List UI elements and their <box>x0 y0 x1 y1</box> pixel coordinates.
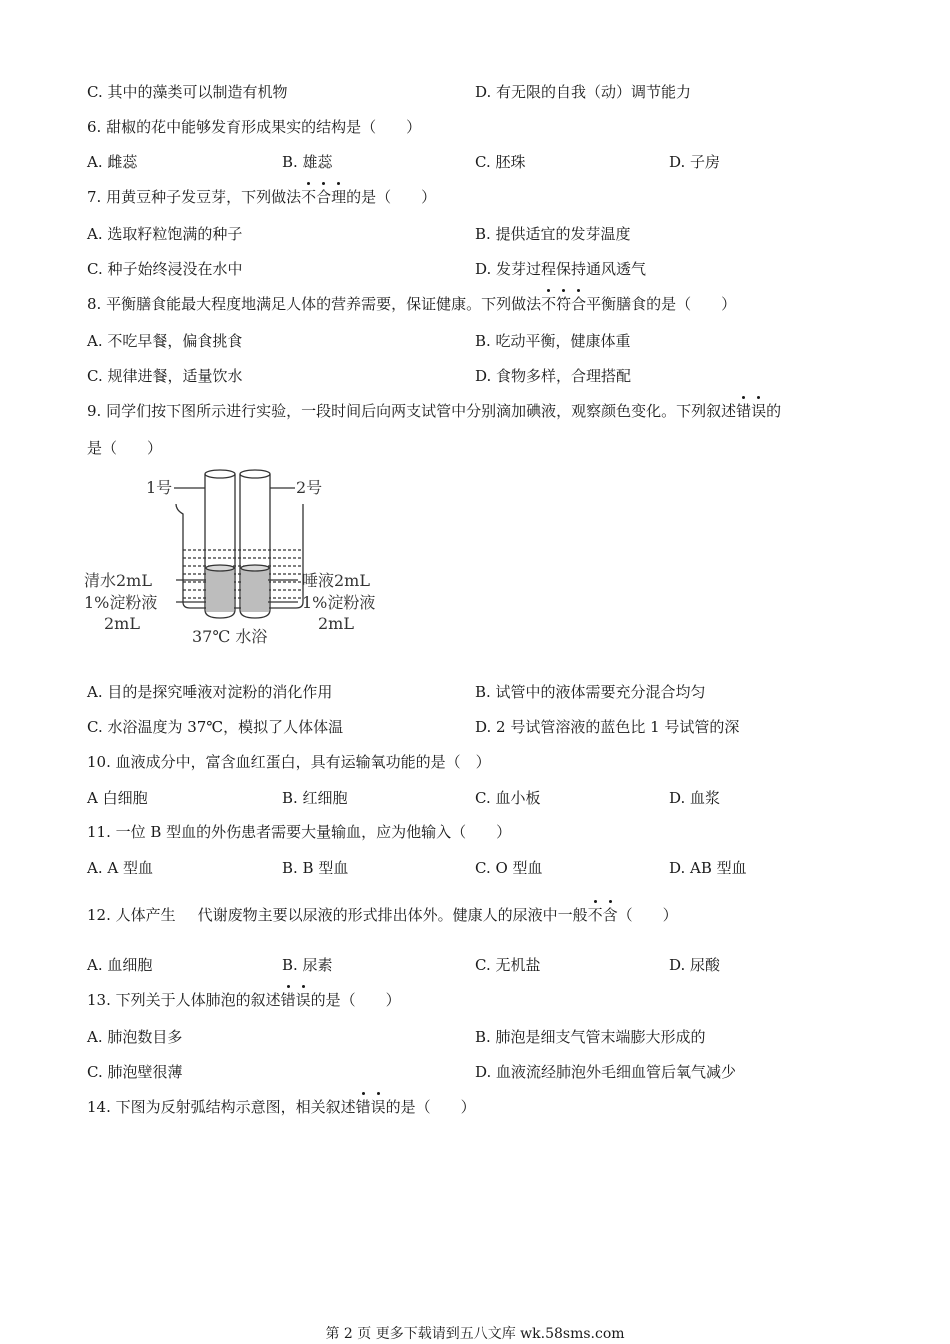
q6-option-b: B. 雄蕊 <box>282 153 333 171</box>
q6-stem: 6. 甜椒的花中能够发育形成果实的结构是（ ） <box>87 118 422 136</box>
right-label-line3: 2mL <box>318 614 354 633</box>
tube-1-label: 1号 <box>146 478 173 497</box>
emphasis-char: 含 <box>602 906 618 924</box>
right-label-line2: 1%淀粉液 <box>302 593 376 612</box>
q14-stem-post: 的是（ ） <box>385 1098 476 1116</box>
q7-stem-post: 的是（ ） <box>346 188 437 206</box>
experiment-figure <box>84 466 404 656</box>
q7-option-b: B. 提供适宜的发芽温度 <box>475 225 631 243</box>
q14-stem-pre: 14. 下图为反射弧结构示意图，相关叙述 <box>87 1098 356 1116</box>
q14-stem <box>87 1097 476 1117</box>
tube-2-label: 2号 <box>296 478 323 497</box>
q11-option-d: D. AB 型血 <box>669 859 747 877</box>
q13-stem <box>87 990 401 1010</box>
q9-option-b: B. 试管中的液体需要充分混合均匀 <box>475 683 706 701</box>
q7-option-d: D. 发芽过程保持通风透气 <box>475 260 647 278</box>
q7-stem <box>87 187 436 207</box>
q11-stem: 11. 一位 B 型血的外伤患者需要大量输血，应为他输入（ ） <box>87 823 512 841</box>
q6-option-a: A. 雌蕊 <box>87 153 138 171</box>
q8-stem-pre: 8. 平衡膳食能最大程度地满足人体的营养需要，保证健康。下列做法 <box>87 295 542 313</box>
q11-option-b: B. B 型血 <box>282 859 349 877</box>
q8-option-d: D. 食物多样，合理搭配 <box>475 367 632 385</box>
q9-stem-line2: 是（ ） <box>87 439 163 457</box>
q9-option-d: D. 2 号试管溶液的蓝色比 1 号试管的深 <box>475 718 740 736</box>
emphasis-char: 不 <box>587 906 603 924</box>
q12-stem <box>87 905 678 925</box>
q10-option-c: C. 血小板 <box>475 789 541 807</box>
test-tube-1 <box>205 470 235 618</box>
q10-option-a: A 白细胞 <box>87 789 148 807</box>
emphasis-char: 误 <box>751 402 767 420</box>
q7-option-c: C. 种子始终浸没在水中 <box>87 260 243 278</box>
emphasis-char: 不 <box>301 188 317 206</box>
q9-stem-post: 的 <box>766 402 782 420</box>
q12-stem-mid: 代谢废物主要以尿液的形式排出体外。健康人的尿液中一般 <box>197 906 588 924</box>
left-label-line2: 1%淀粉液 <box>84 593 158 612</box>
q12-option-c: C. 无机盐 <box>475 956 541 974</box>
emphasis-char: 误 <box>295 991 311 1009</box>
q6-option-d: D. 子房 <box>669 153 721 171</box>
q6-option-c: C. 胚珠 <box>475 153 526 171</box>
emphasis-char: 符 <box>556 295 572 313</box>
q12-stem-post: （ ） <box>617 906 678 924</box>
emphasis-char: 错 <box>280 991 296 1009</box>
q7-option-a: A. 选取籽粒饱满的种子 <box>87 225 243 243</box>
q5-option-c: C. 其中的藻类可以制造有机物 <box>87 83 288 101</box>
q11-option-a: A. A 型血 <box>87 859 153 877</box>
q9-emphasis <box>736 402 766 420</box>
emphasis-char: 错 <box>736 402 752 420</box>
emphasis-char: 误 <box>370 1098 386 1116</box>
q13-emphasis <box>281 991 311 1009</box>
q10-stem: 10. 血液成分中，富含血红蛋白，具有运输氧功能的是（ ） <box>87 753 491 771</box>
right-label-line1: 唾液2mL <box>302 571 370 590</box>
q8-emphasis <box>541 295 586 313</box>
left-label-line3: 2mL <box>104 614 140 633</box>
emphasis-char: 合 <box>316 188 332 206</box>
q11-option-c: C. O 型血 <box>475 859 543 877</box>
emphasis-char: 错 <box>355 1098 371 1116</box>
q5-option-d: D. 有无限的自我（动）调节能力 <box>475 83 692 101</box>
q13-option-d: D. 血液流经肺泡外毛细血管后氧气减少 <box>475 1063 737 1081</box>
q9-stem-pre: 9. 同学们按下图所示进行实验，一段时间后向两支试管中分别滴加碘液，观察颜色变化。下列叙述 <box>87 402 737 420</box>
q8-stem-post: 平衡膳食的是（ ） <box>586 295 737 313</box>
q13-option-a: A. 肺泡数目多 <box>87 1028 183 1046</box>
q8-option-c: C. 规律进餐，适量饮水 <box>87 367 243 385</box>
q9-stem <box>87 401 781 421</box>
q8-option-b: B. 吃动平衡，健康体重 <box>475 332 631 350</box>
q14-emphasis <box>356 1098 386 1116</box>
q12-stem-pre: 12. 人体产生 <box>87 906 176 924</box>
q13-option-c: C. 肺泡壁很薄 <box>87 1063 183 1081</box>
q9-option-c: C. 水浴温度为 37℃，模拟了人体体温 <box>87 718 344 736</box>
q7-emphasis <box>301 188 346 206</box>
q13-stem-pre: 13. 下列关于人体肺泡的叙述 <box>87 991 281 1009</box>
q8-stem <box>87 294 736 314</box>
q8-option-a: A. 不吃早餐，偏食挑食 <box>87 332 243 350</box>
q9-option-a: A. 目的是探究唾液对淀粉的消化作用 <box>87 683 333 701</box>
left-label-line1: 清水2mL <box>84 571 152 590</box>
q13-stem-post: 的是（ ） <box>310 991 401 1009</box>
q12-option-d: D. 尿酸 <box>669 956 721 974</box>
q10-option-b: B. 红细胞 <box>282 789 348 807</box>
test-tube-2 <box>240 470 270 618</box>
q12-emphasis <box>588 906 618 924</box>
q13-option-b: B. 肺泡是细支气管末端膨大形成的 <box>475 1028 706 1046</box>
water-bath-label: 37℃ 水浴 <box>192 627 268 646</box>
q10-option-d: D. 血浆 <box>669 789 721 807</box>
emphasis-char: 合 <box>571 295 587 313</box>
emphasis-char: 不 <box>541 295 557 313</box>
q7-stem-pre: 7. 用黄豆种子发豆芽，下列做法 <box>87 188 302 206</box>
q12-option-a: A. 血细胞 <box>87 956 153 974</box>
q12-option-b: B. 尿素 <box>282 956 333 974</box>
page-footer: 第 2 页 更多下载请到五八文库 wk.58sms.com <box>325 1326 625 1342</box>
emphasis-char: 理 <box>331 188 347 206</box>
